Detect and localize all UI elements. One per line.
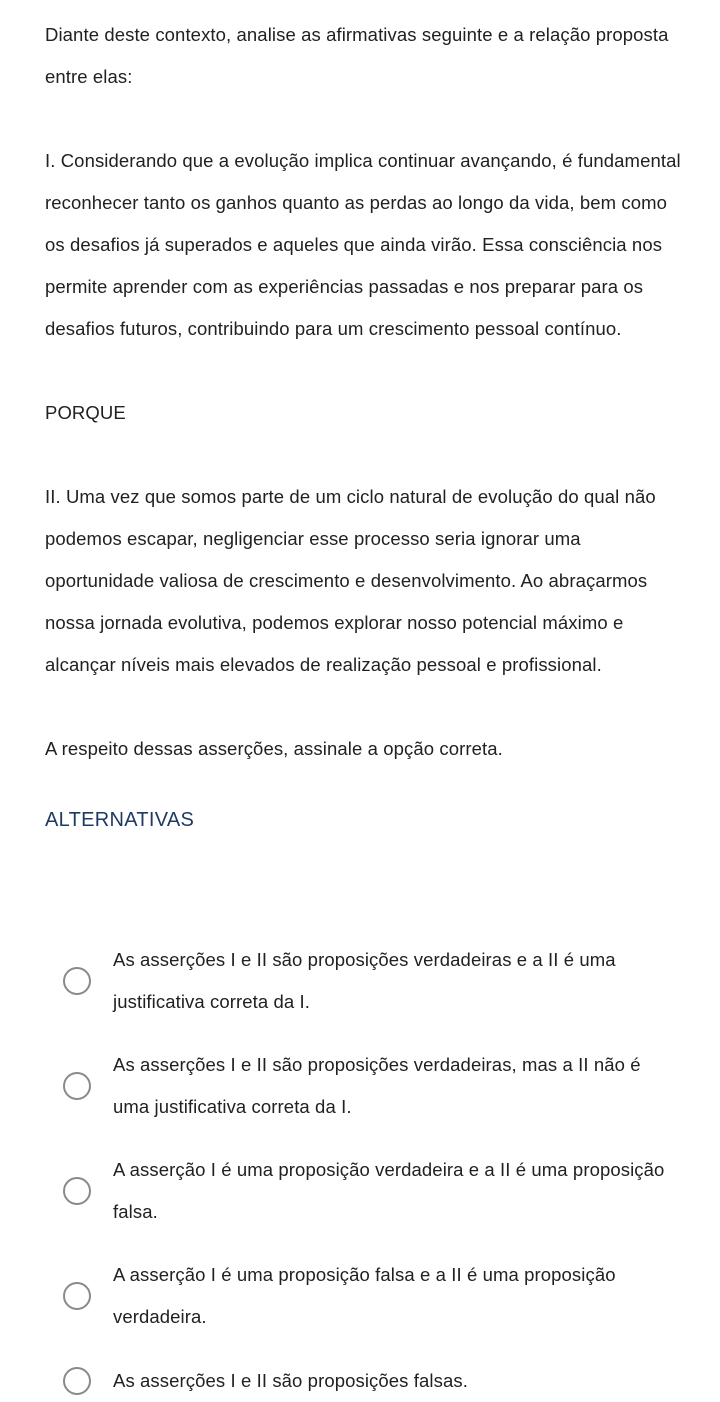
radio-button-icon[interactable] [63,1282,91,1310]
alternative-label[interactable]: As asserções I e II são proposições falsas. [113,1370,468,1391]
alternative-option-b[interactable] [63,1044,683,1128]
question-content [45,14,685,844]
radio-button-icon[interactable] [63,967,91,995]
alternative-label[interactable]: As asserções I e II são proposições verdadeiras, mas a II não é uma justificativa correta da I. [113,1054,641,1117]
radio-button-icon[interactable] [63,1367,91,1395]
connector-porque: PORQUE [45,402,126,423]
question-context: Diante deste contexto, analise as afirmativas seguinte e a relação proposta entre elas: [45,24,669,87]
alternative-label[interactable]: A asserção I é uma proposição verdadeira e a II é uma proposição falsa. [113,1159,665,1222]
alternative-option-a[interactable] [63,939,683,1023]
alternatives-title: ALTERNATIVAS [45,809,195,831]
assertion-two: II. Uma vez que somos parte de um ciclo natural de evolução do qual não podemos escapar, negligenciar esse processo seria ignorar uma oportunidade valiosa de crescimento e desenvolvimento. Ao abraçarmos nossa jornada evolutiva, podemos explorar nosso potencial máximo e alcançar níveis mais elevados de realização pessoal e profissional. [45,486,656,675]
assertion-one: I. Considerando que a evolução implica continuar avançando, é fundamental reconhecer tanto os ganhos quanto as perdas ao longo da vida, bem como os desafios já superados e aqueles que ainda virão. Essa consciência nos permite aprender com as experiências passadas e nos preparar para os desafios futuros, contribuindo para um crescimento pessoal contínuo. [45,150,681,339]
alternative-label[interactable]: As asserções I e II são proposições verdadeiras e a II é uma justificativa correta da I. [113,949,616,1012]
alternative-option-d[interactable] [63,1254,683,1338]
radio-button-icon[interactable] [63,1177,91,1205]
radio-button-icon[interactable] [63,1072,91,1100]
alternative-label[interactable]: A asserção I é uma proposição falsa e a II é uma proposição verdadeira. [113,1264,616,1327]
question-instruction: A respeito dessas asserções, assinale a opção correta. [45,738,503,759]
alternative-option-c[interactable] [63,1149,683,1233]
